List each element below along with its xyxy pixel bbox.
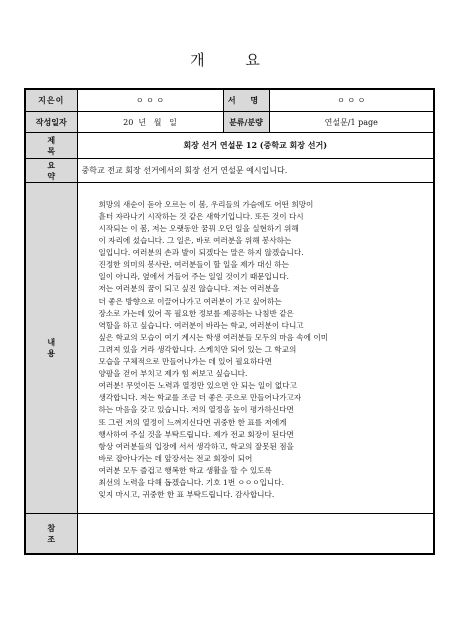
- content-line: 잊지 마시고, 귀중한 한 표 부탁드립니다. 감사합니다.: [98, 490, 275, 500]
- summary-form-table: [24, 88, 435, 555]
- content-line: 진정한 의미의 봉사란, 여러분들이 할 일을 제가 대신 하는: [98, 260, 289, 270]
- content-line: 일이 아니라, 옆에서 거들어 주는 일일 것이기 때문입니다.: [98, 272, 289, 282]
- content-line: 생각합니다. 저는 학교를 조금 더 좋은 곳으로 만들어나가고자: [98, 393, 302, 403]
- content-line: 장소로 가는데 있어 꼭 필요한 정보를 제공하는 나침반 같은: [98, 308, 294, 318]
- content-line: 일입니다. 여러분의 손과 발이 되겠다는 말은 하지 않겠습니다.: [98, 248, 304, 258]
- content-line: 싶은 학교의 모습이 여기 계시는 학생 여러분들 모두의 마음 속에 이미: [98, 332, 329, 342]
- content-line: 여러분! 무엇이든 노력과 열정만 있으면 안 되는 일이 없다고: [98, 381, 297, 391]
- content-line: 또 그런 저의 열정이 느껴지신다면 귀중한 한 표를 저에게: [98, 417, 287, 427]
- category-label: 분류/분량: [223, 112, 269, 133]
- summary-row: [25, 159, 434, 183]
- author-label: 지은이: [25, 89, 77, 112]
- content-line: 항상 여러분들의 입장에 서서 생각하고, 학교의 잘못된 점을: [98, 441, 294, 451]
- content-line: 모습을 구체적으로 만들어나가는 데 있어 필요하다면: [98, 357, 272, 367]
- category-value: 연설문/1 page: [269, 112, 434, 133]
- content-line: 그려져 있을 거라 생각합니다. 스케치만 되어 있는 그 학교의: [98, 344, 297, 354]
- date-value: 20 년 월 일: [77, 112, 223, 133]
- date-row: [25, 112, 434, 133]
- content-line: 행사하여 주실 것을 부탁드립니다. 제가 전교 회장이 된다면: [98, 429, 294, 439]
- document-title: 개 요: [190, 51, 278, 69]
- author-row: [25, 89, 434, 112]
- content-line: 하는 마음을 갖고 있습니다. 저의 열정을 높이 평가하신다면: [98, 405, 294, 415]
- content-line: 희망의 새순이 돋아 오르는 이 봄, 우리들의 가슴에도 어떤 희망이: [98, 199, 314, 209]
- reference-label: 참 조: [25, 514, 77, 555]
- content-line: 역할을 하고 싶습니다. 여러분이 바라는 학교, 여러분이 다니고: [98, 320, 304, 330]
- content-line: 여러분 모두 즐겁고 행복한 학교 생활을 할 수 있도록: [98, 465, 272, 475]
- content-line: 양팔을 걷어 부치고 제가 힘 써보고 싶습니다.: [98, 369, 248, 379]
- signature-label: 서 명: [223, 89, 269, 112]
- content-row: [25, 183, 434, 514]
- reference-row: [25, 514, 434, 555]
- date-label: 작성일자: [25, 112, 77, 133]
- signature-value: ㅇ ㅇ ㅇ: [269, 89, 434, 112]
- subject-value: 회장 선거 연설문 12 (중학교 회장 선거): [77, 133, 434, 159]
- content-line: 최선의 노력을 다해 돕겠습니다. 기호 1번 ㅇㅇㅇ입니다.: [98, 477, 285, 487]
- summary-label: 요 약: [25, 159, 77, 183]
- subject-row: [25, 133, 434, 159]
- author-value: ㅇ ㅇ ㅇ: [77, 89, 223, 112]
- content-line: 흩터 자라나기 시작하는 것 같은 새학기입니다. 또든 것이 다시: [98, 211, 304, 221]
- content-line: 이 자리에 섰습니다. 그 일은, 바로 여러분을 위해 봉사하는: [98, 236, 292, 246]
- content-line: 더 좋은 방향으로 이끌어나가고 여러분이 가고 싶어하는: [98, 296, 282, 306]
- content-body: [82, 195, 430, 501]
- content-label: 내 용: [25, 183, 77, 514]
- summary-value: 중학교 전교 회장 선거에서의 회장 선거 연설문 예시입니다.: [77, 159, 434, 183]
- reference-value: [77, 514, 434, 555]
- content-line: 바로 잡아나가는 데 앞장서는 전교 회장이 되어: [98, 453, 253, 463]
- subject-label: 제 목: [25, 133, 77, 159]
- content-line: 저는 여러분의 꿈이 되고 싶진 않습니다. 저는 여러분을: [98, 284, 280, 294]
- content-line: 시작되는 이 봄, 저는 오랫동안 꿈꿔 오던 일을 실현하기 위해: [98, 224, 299, 234]
- content-cell: [77, 183, 434, 514]
